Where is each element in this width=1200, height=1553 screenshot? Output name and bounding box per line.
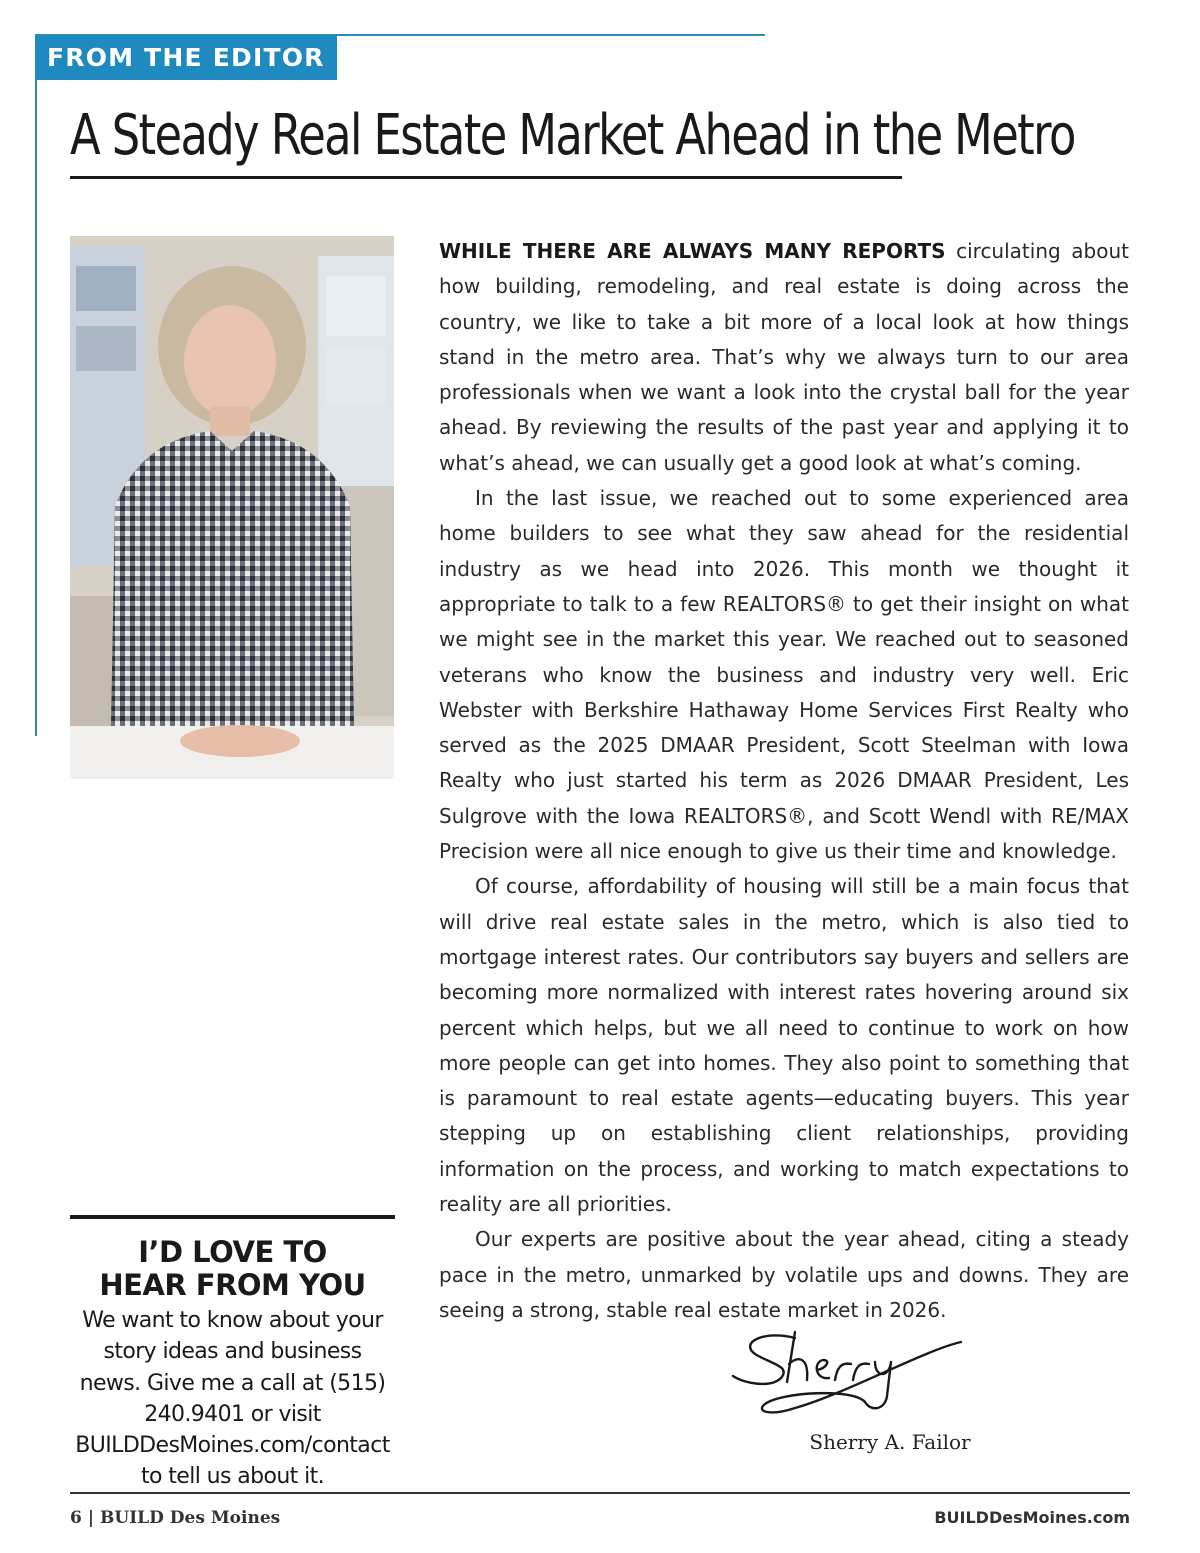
sidebar-title-line-1: I’D LOVE TO <box>138 1235 327 1269</box>
footer-separator: | <box>87 1508 95 1528</box>
article-paragraph-3: Of course, affordability of housing will still be a main focus that will drive real estate sales in the metro, which is also tied to mortgage interest rates. Our contributors say buyers and sellers are becoming more normalized with interest rates hovering around six percent which helps, but we all need to continue to work on how more people can get into homes. They also point to something that is paramount to real estate agents—educating buyers. This year stepping up on establishing client relationships, providing information on the process, and working to match expectations to reality are all priorities. <box>439 874 1129 1217</box>
sidebar-title-line-2: HEAR FROM YOU <box>99 1268 366 1302</box>
article-paragraph-1-text: circulating about how building, remodeling, and real estate is doing across the country, we like to take a bit more of a local look at how things stand in the metro area. That’s why we always turn to our area professionals when we want a look into the crystal ball for the year ahead. By reviewing the results of the past year and applying it to what’s ahead, we can usually get a good look at what’s coming. <box>439 239 1130 475</box>
footer-folio <box>70 1508 280 1528</box>
footer-rule <box>70 1492 1130 1494</box>
footer-website: BUILDDesMoines.com <box>934 1508 1130 1527</box>
sidebar-body: We want to know about your story ideas and business news. Give me a call at (515) 240.9401 or visit BUILDDesMoines.com/contact to tell us about it. <box>75 1308 390 1490</box>
article-paragraph-1 <box>439 234 1129 481</box>
article-paragraph-2: In the last issue, we reached out to some experienced area home builders to see what they saw ahead for the residential industry as we head into 2026. This month we thought it appropriate to talk to a few REALTORS® to get their insight on what we might see in the market this year. We reached out to seasoned veterans who know the business and industry very well. Eric Webster with Berkshire Hathaway Home Services First Realty who served as the 2025 DMAAR President, Scott Steelman with Iowa Realty who just started his term as 2026 DMAAR President, Les Sulgrove with the Iowa REALTORS®, and Scott Wendl with RE/MAX Precision were all nice enough to give us their time and knowledge. <box>439 486 1129 864</box>
publication-name: BUILD Des Moines <box>100 1508 281 1528</box>
article-paragraph-4: Our experts are positive about the year ahead, citing a steady pace in the metro, unmarked by volatile ups and downs. They are seeing a strong, stable real estate market in 2026. <box>439 1227 1129 1322</box>
sidebar-rule <box>70 1215 395 1219</box>
headline-underline <box>70 176 902 179</box>
section-kicker: FROM THE EDITOR <box>35 36 337 80</box>
article-body <box>439 234 1129 1328</box>
article-lead-in: WHILE THERE ARE ALWAYS MANY REPORTS <box>439 239 946 263</box>
page-number: 6 <box>70 1508 82 1528</box>
sidebar-title <box>70 1236 395 1302</box>
editor-signature <box>725 1322 975 1417</box>
accent-left-line <box>35 34 37 736</box>
editor-photo <box>70 236 394 779</box>
signer-name: Sherry A. Failor <box>809 1430 971 1454</box>
headline: A Steady Real Estate Market Ahead in the Metro <box>70 103 1075 168</box>
